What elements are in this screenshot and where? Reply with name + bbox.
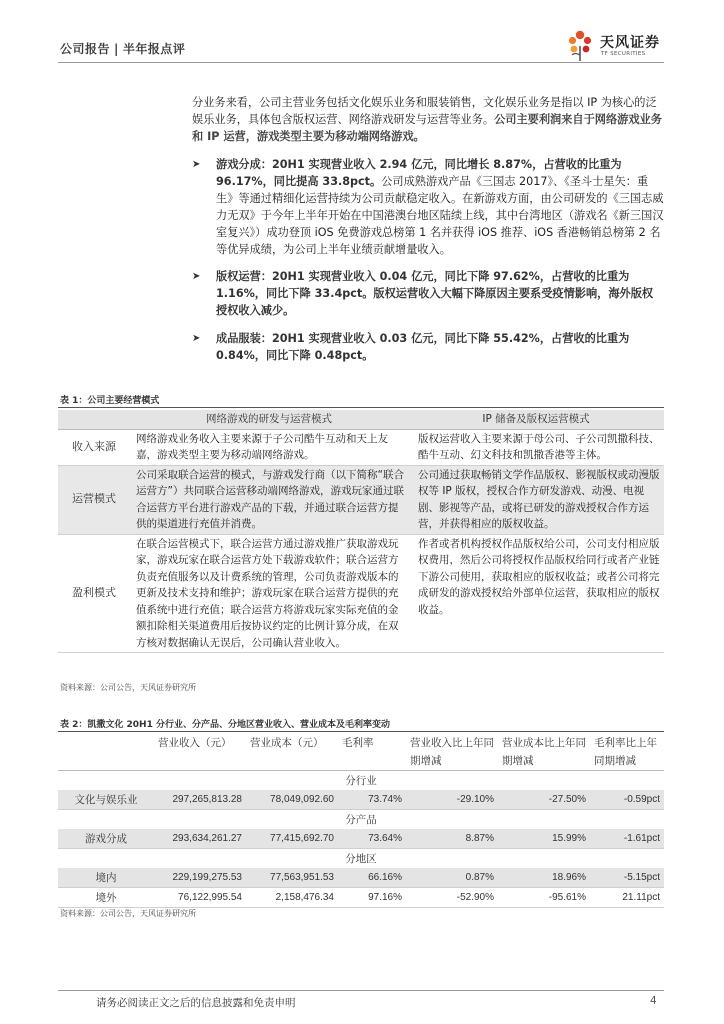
- revenue-value: 293,634,261.27: [154, 829, 246, 849]
- table2-head-cost: 营业成本（元）: [246, 734, 338, 771]
- cost-value: 77,415,692.70: [246, 829, 338, 849]
- revenue-yoy-value: 8.87%: [406, 829, 498, 849]
- revenue-value: 76,122,995.54: [154, 888, 246, 908]
- bullet-head: 成品服装：20H1 实现营业收入 0.03 亿元，同比下降 55.42%，占营收的比重为 0.84%，同比下降 0.48pct。: [216, 332, 630, 362]
- revenue-yoy-value: -29.10%: [406, 790, 498, 810]
- table2-head-cost-yoy: 营业成本比上年同期增减: [498, 734, 590, 771]
- bullet-arrow-icon: ➤: [192, 333, 201, 344]
- bullet-head: 版权运营：20H1 实现营业收入 0.04 亿元，同比下降 97.62%，占营收的比重为 1.16%，同比下降 33.4pct。版权运营收入大幅下降原因主要系受疫情影响，海外版权授权收入减少。: [216, 270, 654, 317]
- report-subtype: 半年报点评: [122, 42, 186, 56]
- margin-yoy-value: -0.59pct: [590, 790, 664, 810]
- cost-yoy-value: 15.99%: [498, 829, 590, 849]
- revenue-yoy-value: 0.87%: [406, 868, 498, 888]
- table2-head-blank: [58, 734, 154, 771]
- cell-game: 在联合运营模式下，联合运营方通过游戏推广获取游戏玩家，游戏玩家在联合运营方处下载游戏软件；联合运营方负责充值服务以及计费系统的管理，公司负责游戏版本的更新及技术支持和维护；游戏玩家在联合运营方提供的充值系统中进行充值；联合运营方将游戏玩家实际充值的金额扣除相关渠道费用后按协议约定的比例计算分成，在双方核对数据确认无误后，公司确认营业收入。: [130, 534, 408, 653]
- intro-text: 分业务来看，公司主营业务包括文化娱乐业务和服装销售，文化娱乐业务是指以 IP 为核心的泛娱乐业务，具体包含版权运营、网络游戏研发与运营等业务。: [192, 96, 657, 127]
- bullet-head: 游戏分成：20H1 实现营业收入 2.94 亿元，同比增长 8.87%，占营收的比重为 96.17%，同比提高 33.8pct。: [216, 158, 622, 188]
- bullet-arrow-icon: ➤: [192, 159, 201, 170]
- margin-yoy-value: -5.15pct: [590, 868, 664, 888]
- logo-text-en: TF SECURITIES: [601, 51, 646, 57]
- section-row: [58, 849, 664, 869]
- cost-value: 2,158,476.34: [246, 888, 338, 908]
- cost-value: 78,049,092.60: [246, 790, 338, 810]
- table1-title: 表 1：公司主要经营模式: [60, 396, 160, 406]
- table-row: [58, 534, 664, 653]
- table1-top-rule: [58, 407, 664, 408]
- margin-value: 97.16%: [338, 888, 406, 908]
- table2-title: 表 2：凯撒文化 20H1 分行业、分产品、分地区营业收入、营业成本及毛利率变动: [60, 720, 390, 730]
- table2-head-revenue: 营业收入（元）: [154, 734, 246, 771]
- row-name: 游戏分成: [58, 829, 154, 849]
- row-name: 文化与娱乐业: [58, 790, 154, 810]
- section-title: 分行业: [58, 771, 664, 791]
- section-title: 分产品: [58, 810, 664, 830]
- intro-highlight: 公司主要利润来自于网络游戏业务和 IP 运营，游戏类型主要为移动端网络游戏。: [192, 113, 662, 144]
- table2-head-revenue-yoy: 营业收入比上年同期增减: [406, 734, 498, 771]
- header-divider: [58, 62, 664, 63]
- revenue-value: 297,265,813.28: [154, 790, 246, 810]
- row-name: 境内: [58, 868, 154, 888]
- table1-col-game: 网络游戏的研发与运营模式: [130, 410, 408, 429]
- intro-paragraph: [192, 94, 664, 146]
- revenue-value: 229,199,275.53: [154, 868, 246, 888]
- table2-head-margin-yoy: 毛利率比上年同期增减: [590, 734, 664, 771]
- bullet-body: 公司成熟游戏产品《三国志 2017》、《圣斗士星矢：重生》等通过精细化运营持续为公司贡献稳定收入。在新游戏方面，由公司研发的《三国志威力无双》于今年上半年开始在中国港澳台地区陆续上线，其中台湾地区（游戏名《新三国汉室复兴》）成功登顶 iOS 免费游戏总榜第 1 名并获得 iOS 推荐、iOS 香港畅销总榜第 2 名等优异成绩，为公司上半年业绩贡献增量收入。: [216, 175, 664, 256]
- header-separator: |: [114, 42, 119, 56]
- cell-game: 网络游戏业务收入主要来源于子公司酷牛互动和天上友嘉，游戏类型主要为移动端网络游戏。: [130, 429, 408, 465]
- row-label: 运营模式: [58, 465, 130, 534]
- margin-value: 73.64%: [338, 829, 406, 849]
- row-name: 境外: [58, 888, 154, 908]
- cost-yoy-value: -27.50%: [498, 790, 590, 810]
- cost-value: 77,563,951.53: [246, 868, 338, 888]
- cell-ip: 公司通过获取畅销文学作品版权、影视版权或动漫版权等 IP 版权，授权合作方研发游戏、动漫、电视剧、影视等产品，或将已研发的游戏授权合作方运营，并获得相应的版权收益。: [408, 465, 664, 534]
- row-label: 收入来源: [58, 429, 130, 465]
- table2-source: 资料来源：公司公告，天风证券研究所: [60, 909, 196, 918]
- cost-yoy-value: 18.96%: [498, 868, 590, 888]
- cell-ip: 作者或者机构授权作品版权给公司，公司支付相应版权费用，然后公司将授权作品版权给同行或者产业链下游公司使用，获取相应的版权收益；或者公司将完成研发的游戏授权给外部单位运营，获取相应的版权收益。: [408, 534, 664, 653]
- margin-value: 73.74%: [338, 790, 406, 810]
- company-logo: [566, 28, 672, 62]
- table1-corner: [58, 410, 130, 429]
- section-row: [58, 771, 664, 791]
- bullet-arrow-icon: ➤: [192, 271, 201, 282]
- table-row: [58, 888, 664, 908]
- table2-head-margin: 毛利率: [338, 734, 406, 771]
- cost-yoy-value: -95.61%: [498, 888, 590, 908]
- table2-top-rule: [58, 731, 664, 732]
- table2-header-row: [58, 734, 664, 771]
- section-title: 分地区: [58, 849, 664, 869]
- revenue-breakdown-table: [58, 734, 664, 908]
- table-row: [58, 868, 664, 888]
- revenue-yoy-value: -52.90%: [406, 888, 498, 908]
- margin-yoy-value: -1.61pct: [590, 829, 664, 849]
- report-header: [60, 40, 185, 57]
- footer-divider: [58, 990, 664, 991]
- table-row: [58, 429, 664, 465]
- table1-source: 资料来源：公司公告，天风证券研究所: [60, 683, 196, 692]
- logo-flower-icon: [566, 28, 594, 62]
- table1-col-ip: IP 储备及版权运营模式: [408, 410, 664, 429]
- business-model-table: [58, 410, 664, 653]
- report-type: 公司报告: [60, 42, 111, 56]
- table-row: [58, 465, 664, 534]
- page-number: 4: [650, 995, 657, 1007]
- section-row: [58, 810, 664, 830]
- logo-text-cn: 天风证券: [600, 35, 660, 51]
- margin-yoy-value: 21.11pct: [590, 888, 664, 908]
- disclaimer-link[interactable]: 请务必阅读正文之后的信息披露和免责申明: [96, 997, 296, 1009]
- row-label: 盈利模式: [58, 534, 130, 653]
- table-row: [58, 790, 664, 810]
- cell-game: 公司采取联合运营的模式，与游戏发行商（以下简称“联合运营方”）共同联合运营移动端网络游戏，游戏玩家通过联合运营方平台进行游戏产品的下载，并通过联合运营方提供的渠道进行充值并消费。: [130, 465, 408, 534]
- table-row: [58, 829, 664, 849]
- cell-ip: 版权运营收入主要来源于母公司、子公司凯撒科技、酷牛互动、幻文科技和凯撒香港等主体。: [408, 429, 664, 465]
- margin-value: 66.16%: [338, 868, 406, 888]
